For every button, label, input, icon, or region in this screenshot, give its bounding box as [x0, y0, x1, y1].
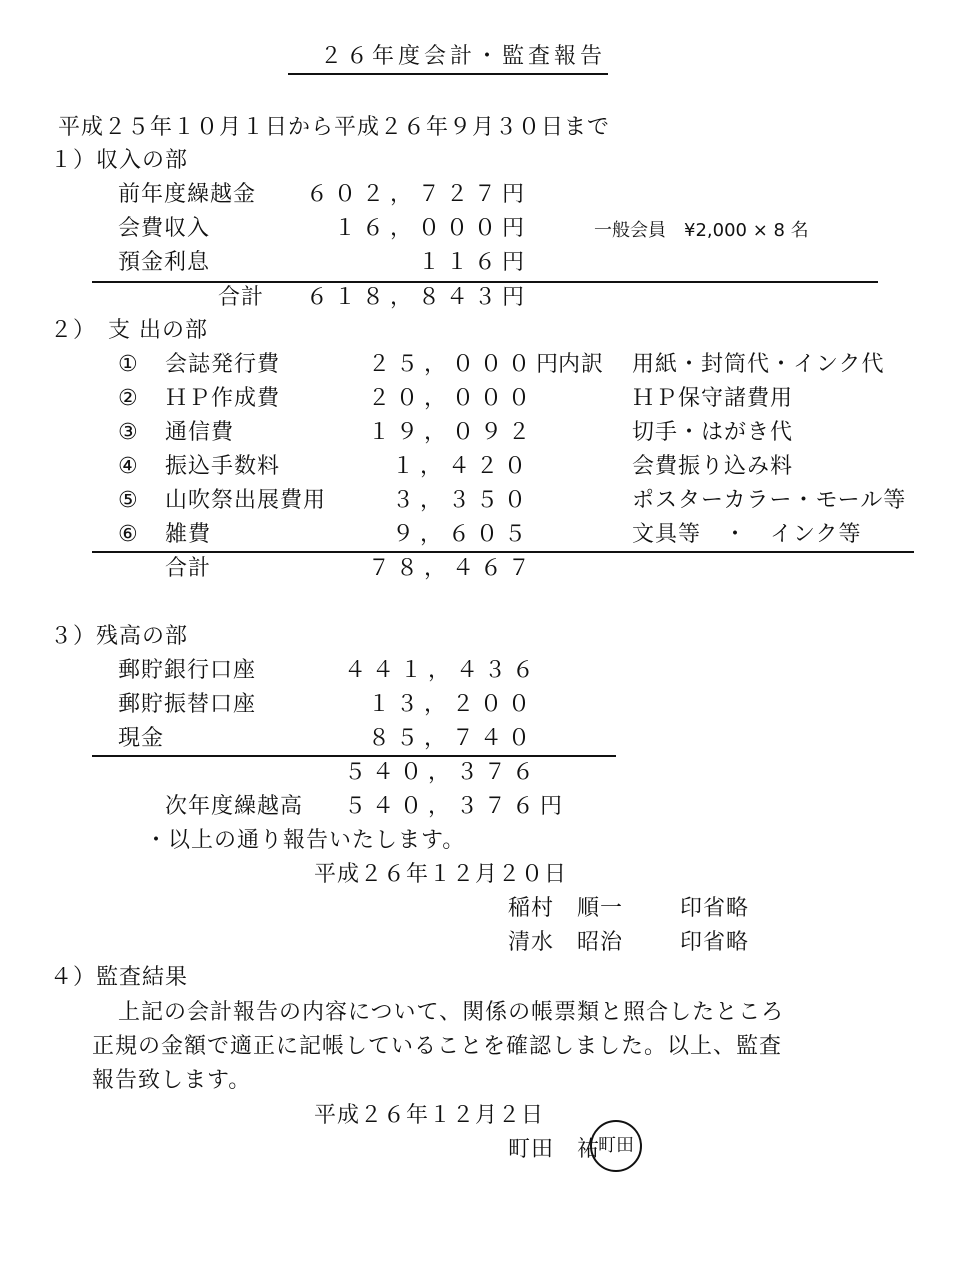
income-amount: ６０２，７２７円	[305, 182, 530, 207]
income-total-label: 合計	[218, 285, 265, 310]
balance-heading: ３）残高の部	[50, 624, 189, 649]
expense-amount: ２０，０００	[368, 386, 537, 411]
expense-note: 切手・はがき代	[632, 420, 794, 445]
expense-amount: １９，０９２	[368, 420, 537, 445]
balance-total-rule	[92, 755, 616, 757]
expense-total: ７８，４６７	[368, 556, 537, 581]
income-total-rule	[92, 281, 878, 283]
signer-name: 稲村 順一	[508, 896, 624, 921]
signer-name: 清水 昭治	[508, 930, 624, 955]
balance-label: 郵貯振替口座	[118, 692, 257, 717]
title-underline	[288, 73, 608, 75]
income-amount: １１６円	[417, 250, 530, 275]
expense-amount: ３，３５０	[392, 488, 533, 513]
expense-label: 通信費	[165, 420, 235, 445]
expense-note: 用紙・封筒代・インク代	[632, 352, 885, 377]
expense-num: ①	[118, 352, 139, 377]
period: 平成２５年１０月１日から平成２６年９月３０日まで	[58, 115, 611, 140]
expense-num: ③	[118, 420, 139, 445]
balance-subtotal: ５４０，３７６	[344, 760, 541, 785]
audit-text-line: 上記の会計報告の内容について、関係の帳票類と照合したところ	[118, 1000, 785, 1025]
income-label: 預金利息	[118, 250, 211, 275]
audit-heading: ４）監査結果	[50, 965, 189, 990]
expense-amount: ９，６０５	[392, 522, 533, 547]
expense-note: 文具等 ・ インク等	[632, 522, 862, 547]
expense-label: 雑費	[165, 522, 212, 547]
balance-amount: １３，２００	[368, 692, 537, 717]
expense-amount: １，４２０	[392, 454, 533, 479]
income-total: ６１８，８４３円	[305, 285, 530, 310]
expense-num: ⑤	[118, 488, 139, 513]
income-label: 会費収入	[118, 216, 211, 241]
balance-label: 郵貯銀行口座	[118, 658, 257, 683]
balance-label: 現金	[118, 726, 165, 751]
expense-note: 会費振り込み料	[632, 454, 794, 479]
expense-note: ポスターカラー・モール等	[632, 488, 907, 513]
audit-text-line: 正規の金額で適正に記帳していることを確認しました。以上、監査	[92, 1034, 783, 1059]
audit-text-line: 報告致します。	[92, 1068, 252, 1093]
page-title: ２６年度会計・監査報告	[320, 44, 607, 69]
balance-amount: ８５，７４０	[368, 726, 537, 751]
expense-total-rule	[92, 551, 914, 553]
report-date: 平成２６年１２月２０日	[314, 862, 568, 887]
expense-label: 山吹祭出展費用	[165, 488, 327, 513]
audit-date: 平成２６年１２月２日	[314, 1103, 545, 1128]
auditor-seal: 町田	[590, 1120, 642, 1172]
income-heading: １）収入の部	[50, 148, 189, 173]
expense-label: 振込手数料	[165, 454, 281, 479]
expense-heading: ２） 支 出の部	[50, 318, 208, 343]
signer-seal-note: 印省略	[680, 930, 750, 955]
carryover-label: 次年度繰越高	[165, 794, 304, 819]
expense-total-label: 合計	[165, 556, 212, 581]
expense-note: ＨＰ保守諸費用	[632, 386, 794, 411]
balance-amount: ４４１，４３６	[344, 658, 541, 683]
expense-label: ＨＰ作成費	[165, 386, 281, 411]
income-amount: １６，０００円	[333, 216, 530, 241]
carryover-amount: ５４０，３７６円	[344, 794, 569, 819]
expense-num: ②	[118, 386, 139, 411]
expense-num: ⑥	[118, 522, 139, 547]
income-note: 一般会員 ¥2,000 × 8 名	[594, 220, 809, 241]
report-note: ・以上の通り報告いたします。	[145, 828, 466, 853]
income-label: 前年度繰越金	[118, 182, 257, 207]
expense-amount: ２５，０００円	[368, 352, 565, 377]
expense-label: 会誌発行費	[165, 352, 281, 377]
signer-seal-note: 印省略	[680, 896, 750, 921]
auditor-name: 町田 祐	[508, 1137, 601, 1162]
expense-num: ④	[118, 454, 139, 479]
expense-breakdown-label: 内訳	[558, 352, 605, 377]
